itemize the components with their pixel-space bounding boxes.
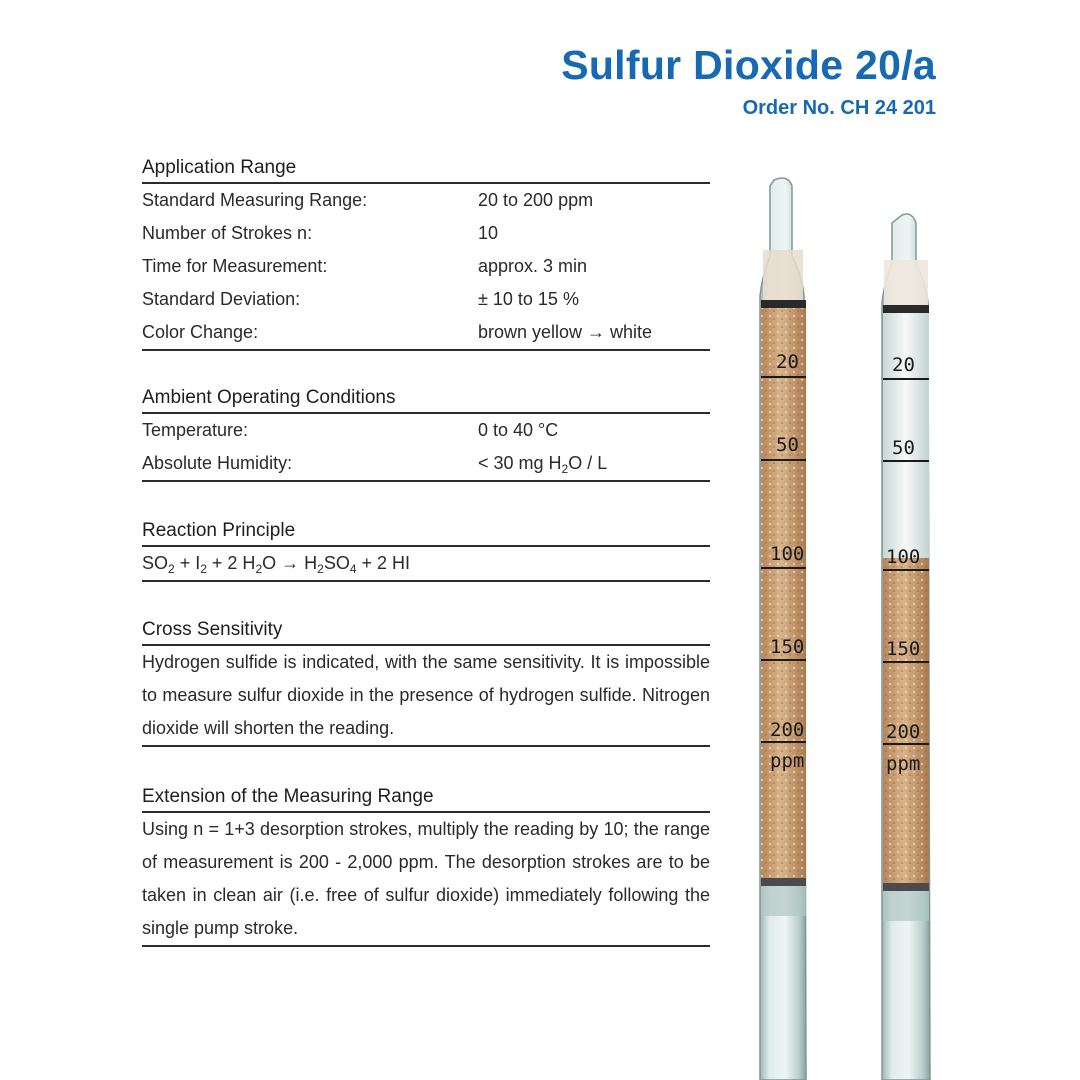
spec-label: Number of Strokes n: bbox=[142, 223, 313, 243]
spec-value: 20 to 200 ppm bbox=[478, 190, 594, 210]
reaction-heading: Reaction Principle bbox=[142, 520, 710, 547]
tube-mark: 200 bbox=[886, 721, 921, 743]
cross-sensitivity-section bbox=[142, 619, 710, 747]
spec-value: 10 bbox=[478, 223, 499, 243]
tube-unit: ppm bbox=[770, 750, 805, 772]
tube-unit: ppm bbox=[886, 753, 921, 775]
spec-value: approx. 3 min bbox=[478, 256, 588, 276]
spec-label: Standard Deviation: bbox=[142, 289, 301, 309]
tubes-svg bbox=[720, 170, 1080, 1080]
spec-label: Color Change: bbox=[142, 322, 259, 342]
tube-mark: 100 bbox=[770, 543, 805, 565]
spec-value: brown yellow → white bbox=[478, 322, 653, 342]
tube-mark: 20 bbox=[776, 351, 799, 373]
tube-mark: 100 bbox=[886, 546, 921, 568]
tube-fresh bbox=[882, 214, 930, 1080]
spec-row bbox=[142, 250, 710, 283]
humidity-label: Absolute Humidity: bbox=[142, 453, 293, 473]
application-range-section bbox=[142, 157, 710, 351]
spec-row bbox=[142, 447, 710, 482]
spec-row bbox=[142, 316, 710, 351]
order-number bbox=[743, 97, 936, 120]
extension-section bbox=[142, 786, 710, 947]
order-code: CH 24 201 bbox=[840, 97, 936, 119]
application-range-heading: Application Range bbox=[142, 157, 710, 184]
humidity-value: < 30 mg $H_2O$ / L bbox=[478, 453, 608, 476]
extension-text: Using n = 1+3 desorption strokes, multiply the reading by 10; the range of measurement is 200 - 2,000 ppm. The desorption strokes are to be taken in clean air (i.e. free of sulfur dioxide) immediately following the single pump stroke. bbox=[142, 813, 710, 947]
reaction-principle-section bbox=[142, 520, 710, 582]
cross-sensitivity-text: Hydrogen sulfide is indicated, with the same sensitivity. It is impossible to measure sulfur dioxide in the presence of hydrogen sulfide. Nitrogen dioxide will shorten the reading. bbox=[142, 646, 710, 747]
tube-mark: 50 bbox=[892, 437, 915, 459]
ambient-conditions-section bbox=[142, 387, 710, 482]
spec-row bbox=[142, 217, 710, 250]
spec-row bbox=[142, 283, 710, 316]
spec-label: Standard Measuring Range: bbox=[142, 190, 368, 210]
temperature-label: Temperature: bbox=[142, 420, 249, 440]
extension-heading: Extension of the Measuring Range bbox=[142, 786, 710, 813]
tube-mark: 20 bbox=[892, 354, 915, 376]
tube-mark: 200 bbox=[770, 719, 805, 741]
spec-value: ± 10 to 15 % bbox=[478, 289, 579, 309]
detector-tubes-image bbox=[720, 170, 1080, 1080]
tube-mark: 150 bbox=[770, 636, 805, 658]
order-prefix: Order No. bbox=[742, 97, 835, 119]
ambient-heading: Ambient Operating Conditions bbox=[142, 387, 710, 414]
spec-row bbox=[142, 184, 710, 217]
spec-label: Time for Measurement: bbox=[142, 256, 328, 276]
cross-sensitivity-heading: Cross Sensitivity bbox=[142, 619, 710, 646]
product-title: Sulfur Dioxide 20/a bbox=[561, 42, 936, 88]
tube-mark: 50 bbox=[776, 434, 799, 456]
tube-mark: 150 bbox=[886, 638, 921, 660]
tube-used bbox=[760, 178, 806, 1080]
spec-row bbox=[142, 414, 710, 447]
temperature-value: 0 to 40 °C bbox=[478, 420, 559, 440]
reaction-equation: $SO_2 + I_2 + 2$ $H_2O \to H_2SO_4 + 2$ HI bbox=[142, 547, 710, 582]
